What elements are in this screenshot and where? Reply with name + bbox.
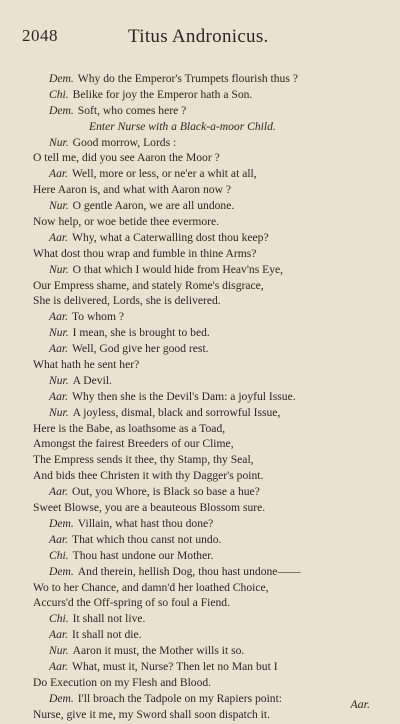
line-text: What hath he sent her? <box>33 358 140 372</box>
speaker-name: Chi. <box>49 87 69 101</box>
play-line <box>33 707 378 723</box>
line-text: O that which I would hide from Heav'ns Eye, <box>72 262 284 276</box>
speaker-name: Dem. <box>49 72 74 85</box>
play-text <box>33 71 378 723</box>
line-text: To whom ? <box>72 310 125 324</box>
line-text: Why do the Emperor's Trumpets flourish thus ? <box>77 72 298 85</box>
speaker-name: Nur. <box>49 135 69 149</box>
page-number: 2048 <box>22 26 58 45</box>
speaker-name: Nur. <box>49 326 69 340</box>
line-text: Our Empress shame, and stately Rome's disgrace, <box>33 278 264 292</box>
line-text: Villain, what hast thou done? <box>77 516 214 530</box>
speaker-name: Dem. <box>49 691 74 705</box>
line-text: Good morrow, Lords : <box>72 135 177 149</box>
play-line <box>33 405 378 421</box>
page-header <box>22 26 382 50</box>
line-text: And bids thee Christen it with thy Dagger's point. <box>33 469 264 483</box>
line-text: I mean, she is brought to bed. <box>72 326 210 340</box>
speaker-name: Aar. <box>49 485 69 499</box>
play-line <box>33 468 378 484</box>
speaker-name: Nur. <box>49 262 69 276</box>
play-line <box>33 659 378 675</box>
line-text: O tell me, did you see Aaron the Moor ? <box>33 151 220 165</box>
line-text: What dost thou wrap and fumble in thine Arms? <box>33 246 257 260</box>
speaker-name: Nur. <box>49 644 69 658</box>
play-line <box>33 230 378 246</box>
play-line <box>33 675 378 691</box>
line-text: Do Execution on my Flesh and Blood. <box>33 675 212 689</box>
line-text: Thou hast undone our Mother. <box>72 548 214 562</box>
line-text: O gentle Aaron, we are all undone. <box>72 199 235 213</box>
play-line <box>33 564 378 580</box>
play-line <box>33 389 378 405</box>
play-line <box>33 135 378 151</box>
play-line <box>33 325 378 341</box>
play-line <box>33 627 378 643</box>
play-line <box>33 484 378 500</box>
speaker-name: Aar. <box>49 628 69 642</box>
line-text: Now help, or woe betide thee evermore. <box>33 215 220 229</box>
play-line <box>33 150 378 166</box>
line-text: Nurse, give it me, my Sword shall soon dispatch it. <box>33 707 271 721</box>
line-text: I'll broach the Tadpole on my Rapiers point: <box>77 691 283 705</box>
play-line <box>33 373 378 389</box>
play-line <box>33 246 378 262</box>
running-title: Titus Andronicus. <box>128 26 269 47</box>
line-text: Aaron it must, the Mother wills it so. <box>72 644 245 658</box>
speaker-name: Aar. <box>49 230 69 244</box>
play-line <box>33 71 378 87</box>
stage-direction <box>33 119 378 135</box>
play-line <box>33 309 378 325</box>
play-line <box>33 500 378 516</box>
speaker-name: Chi. <box>49 548 69 562</box>
line-text: Well, more or less, or ne'er a whit at all, <box>72 167 257 181</box>
play-line <box>33 87 378 103</box>
line-text: Here Aaron is, and what with Aaron now ? <box>33 183 232 197</box>
play-line <box>33 182 378 198</box>
line-text: Wo to her Chance, and damn'd her loathed Choice, <box>33 580 269 594</box>
speaker-name: Nur. <box>49 405 69 419</box>
play-line <box>33 262 378 278</box>
play-line <box>33 103 378 119</box>
play-line <box>33 198 378 214</box>
play-line <box>33 532 378 548</box>
speaker-name: Nur. <box>49 373 69 387</box>
line-text: Why then she is the Devil's Dam: a joyful Issue. <box>72 389 296 403</box>
speaker-name: Aar. <box>49 659 69 673</box>
play-line <box>33 357 378 373</box>
play-line <box>33 293 378 309</box>
play-line <box>33 643 378 659</box>
line-text: And therein, hellish Dog, thou hast undone—— <box>77 564 301 578</box>
speaker-name: Dem. <box>49 564 74 578</box>
line-text: Soft, who comes here ? <box>77 103 187 117</box>
play-line <box>33 436 378 452</box>
speaker-name: Chi. <box>49 612 69 626</box>
line-text: A joyless, dismal, black and sorrowful Issue, <box>72 405 281 419</box>
play-line <box>33 214 378 230</box>
play-line <box>33 611 378 627</box>
line-text: Accurs'd the Off-spring of so foul a Fiend. <box>33 596 230 610</box>
line-text: Out, you Whore, is Black so base a hue? <box>72 485 260 499</box>
line-text: It shall not live. <box>72 612 146 626</box>
line-text: The Empress sends it thee, thy Stamp, thy Seal, <box>33 453 254 467</box>
catchword: Aar. <box>350 697 370 711</box>
play-line <box>33 580 378 596</box>
speaker-name: Aar. <box>49 310 69 324</box>
speaker-name: Aar. <box>49 167 69 181</box>
line-text: That which thou canst not undo. <box>72 532 222 546</box>
line-text: Here is the Babe, as loathsome as a Toad, <box>33 421 226 435</box>
line-text: A Devil. <box>72 373 112 387</box>
line-text: She is delivered, Lords, she is delivered. <box>33 294 221 308</box>
speaker-name: Dem. <box>49 103 74 117</box>
play-line <box>33 421 378 437</box>
line-text: Sweet Blowse, you are a beauteous Blossom sure. <box>33 501 266 515</box>
play-line <box>33 452 378 468</box>
line-text: It shall not die. <box>72 628 142 642</box>
play-line <box>33 595 378 611</box>
line-text: Belike for joy the Emperor hath a Son. <box>72 87 253 101</box>
speaker-name: Aar. <box>49 532 69 546</box>
line-text: Enter Nurse with a Black-a-moor Child. <box>89 119 276 133</box>
play-line <box>33 516 378 532</box>
line-text: Why, what a Caterwalling dost thou keep? <box>72 230 269 244</box>
line-text: What, must it, Nurse? Then let no Man but I <box>72 659 278 673</box>
play-line <box>33 691 378 707</box>
line-text: Well, God give her good rest. <box>72 342 209 356</box>
play-line <box>33 548 378 564</box>
play-line <box>33 341 378 357</box>
speaker-name: Aar. <box>49 389 69 403</box>
speaker-name: Aar. <box>49 342 69 356</box>
line-text: Amongst the fairest Breeders of our Clime, <box>33 437 234 451</box>
speaker-name: Nur. <box>49 199 69 213</box>
speaker-name: Dem. <box>49 516 74 530</box>
play-line <box>33 166 378 182</box>
play-line <box>33 278 378 294</box>
